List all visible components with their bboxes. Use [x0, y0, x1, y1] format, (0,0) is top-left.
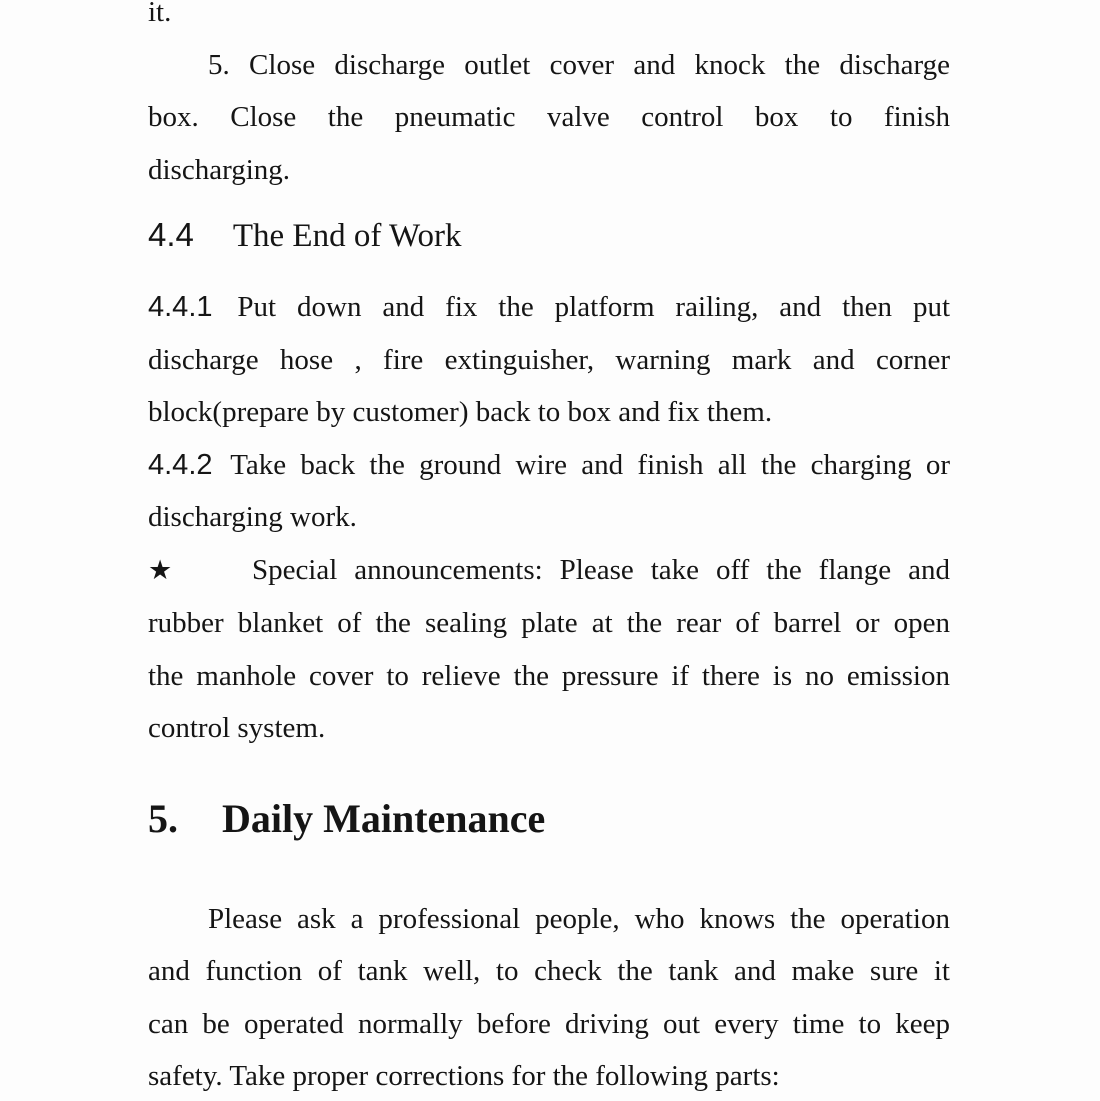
chapter-number: 5.: [148, 795, 178, 841]
text-line: discharging work.: [148, 501, 357, 533]
text-line: Please ask a professional people, who knows the operation: [208, 902, 950, 935]
text-line: block(prepare by customer) back to box and fix them.: [148, 396, 773, 428]
section-number: 4.4: [148, 216, 194, 253]
text-line: control system.: [148, 712, 326, 744]
paragraph-continuation: [148, 0, 950, 39]
text-line: the manhole cover to relieve the pressure if there is no emission: [148, 659, 950, 692]
text-line: can be operated normally before driving out every time to keep: [148, 1007, 950, 1040]
text-line: [148, 439, 950, 492]
chapter-title: Daily Maintenance: [222, 795, 546, 841]
text-line: discharge hose , fire extinguisher, warning mark and corner: [148, 343, 950, 376]
text-line: [148, 544, 950, 598]
clause-number: 4.4.1: [148, 291, 213, 323]
section-heading-4-4: [148, 212, 950, 259]
section-title: The End of Work: [232, 218, 462, 254]
line-text: Put down and fix the platform railing, and then put: [237, 291, 950, 323]
text-line: discharging.: [148, 153, 291, 186]
paragraph-maintenance-intro: [148, 893, 950, 1101]
text-line: [148, 281, 950, 334]
chapter-heading-5: [148, 791, 950, 847]
line-text: Special announcements: Please take off the flange and: [251, 553, 950, 586]
paragraph-special-announcements: [148, 544, 950, 755]
text-line: safety. Take proper corrections for the following parts:: [148, 1060, 780, 1092]
clause-number: 4.4.2: [148, 448, 213, 481]
text-line: rubber blanket of the sealing plate at the rear of barrel or open: [148, 607, 950, 639]
text-line: box. Close the pneumatic valve control box to finish: [148, 101, 950, 133]
text-line: and function of tank well, to check the tank and make sure it: [148, 955, 950, 987]
line-text: Take back the ground wire and finish all the charging or: [230, 448, 950, 481]
paragraph-clause-4-4-2: [148, 439, 950, 544]
page-text-column: [148, 0, 950, 1101]
star-icon: ★: [148, 554, 182, 586]
paragraph-clause-4-4-1: [148, 281, 950, 439]
text-line: it.: [148, 0, 172, 28]
paragraph-step-5: [148, 39, 950, 197]
text-line: 5. Close discharge outlet cover and knock the discharge: [208, 48, 950, 81]
